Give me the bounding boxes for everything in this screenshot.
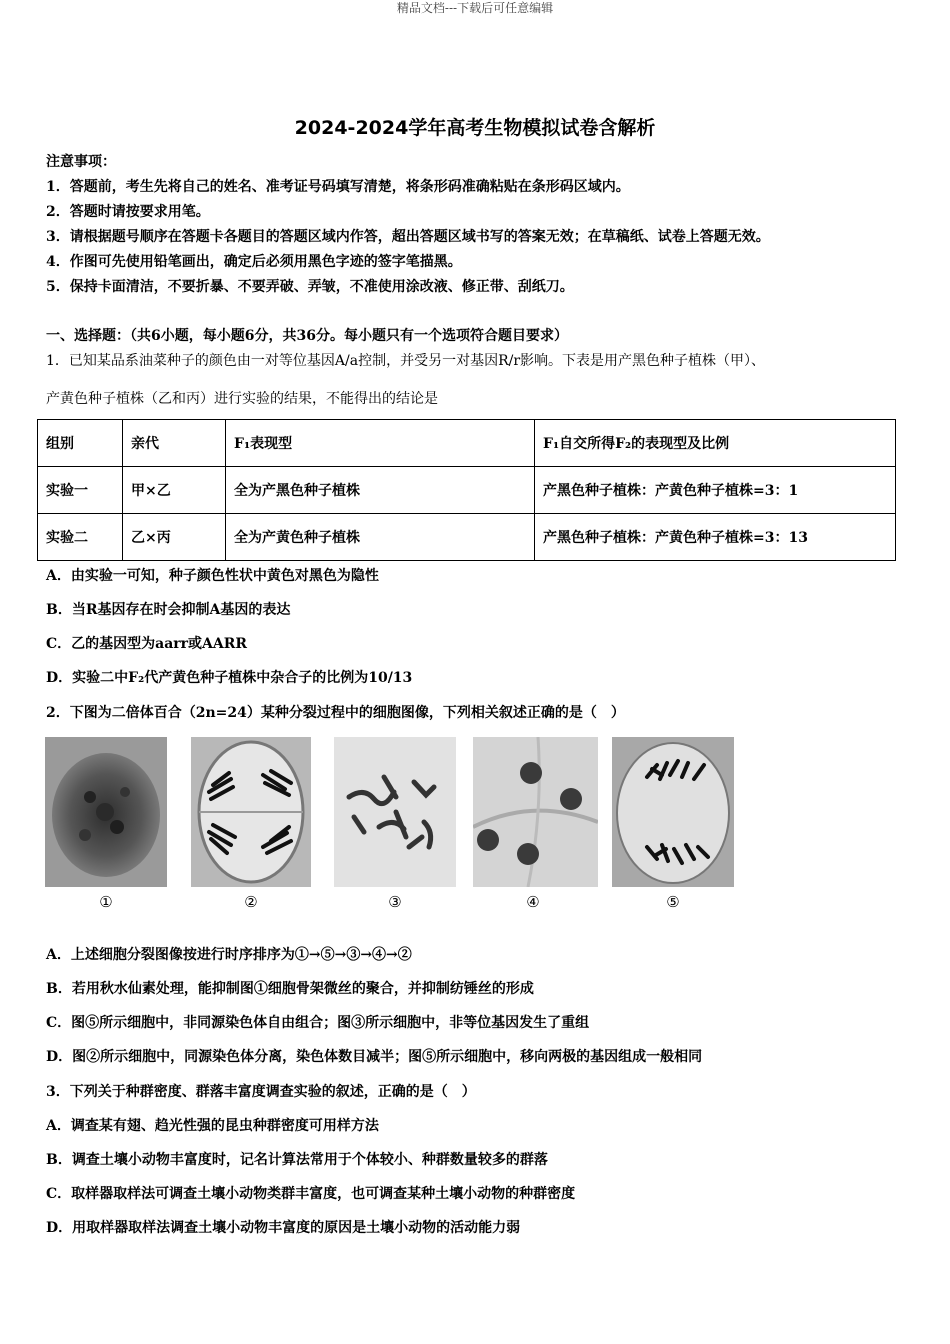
table-cell: 乙×丙 [123,514,226,561]
table-cell: 全为产黑色种子植株 [226,467,535,514]
question-3-option-a: A．调查某有翅、趋光性强的昆虫种群密度可用样方法 [46,1118,379,1134]
notice-item: 5．保持卡面清洁，不要折暴、不要弄破、弄皱，不准使用涂改液、修正带、刮纸刀。 [46,279,574,295]
question-1-option-c: C．乙的基因型为aarr或AARR [46,636,248,652]
table-row [38,514,896,561]
table-header-cell: F₁自交所得F₂的表现型及比例 [535,420,896,467]
notice-item: 4．作图可先使用铅笔画出，确定后必须用黑色字迹的签字笔描黑。 [46,254,462,270]
table-cell: 甲×乙 [123,467,226,514]
question-2-option-d: D．图②所示细胞中，同源染色体分离，染色体数目减半；图⑤所示细胞中，移向两极的基因组成一般相同 [46,1049,703,1065]
cell-image-2 [191,737,311,887]
table-cell: 产黑色种子植株：产黄色种子植株=3：13 [535,514,896,561]
question-2-option-b: B．若用秋水仙素处理，能抑制图①细胞骨架微丝的聚合，并抑制纺锤丝的形成 [46,981,534,997]
table-header-cell: 组别 [38,420,123,467]
question-1-stem-cont: 产黄色种子植株（乙和丙）进行实验的结果，不能得出的结论是 [46,391,438,407]
question-2-option-c: C．图⑤所示细胞中，非同源染色体自由组合；图③所示细胞中，非等位基因发生了重组 [46,1015,590,1031]
table-cell: 实验二 [38,514,123,561]
cell-image-5 [612,737,734,887]
table-row [38,467,896,514]
notice-item: 2．答题时请按要求用笔。 [46,204,210,220]
question-1-stem: 1．已知某品系油菜种子的颜色由一对等位基因A/a控制，并受另一对基因R/r影响。下表是用产黑色种子植株（甲）、 [46,353,766,369]
question-2-stem: 2．下图为二倍体百合（2n=24）某种分裂过程中的细胞图像，下列相关叙述正确的是（ ） [46,705,625,721]
page-title: 2024-2024学年高考生物模拟试卷含解析 [294,117,656,139]
figure-label: ① [99,893,113,911]
notice-heading: 注意事项： [46,154,116,170]
cell-image-1 [45,737,167,887]
table-header-cell: 亲代 [123,420,226,467]
table-cell: 实验一 [38,467,123,514]
figure-label: ③ [388,893,402,911]
notice-item: 3．请根据题号顺序在答题卡各题目的答题区域内作答，超出答题区域书写的答案无效；在草稿纸、试卷上答题无效。 [46,229,770,245]
question-3-option-b: B．调查土壤小动物丰富度时，记名计算法常用于个体较小、种群数量较多的群落 [46,1152,548,1168]
cell-image-3 [334,737,456,887]
table-header-cell: F₁表现型 [226,420,535,467]
cell-image-4 [473,737,598,887]
question-1-option-d: D．实验二中F₂代产黄色种子植株中杂合子的比例为10/13 [46,670,413,686]
question-1-option-b: B．当R基因存在时会抑制A基因的表达 [46,602,291,618]
question-2-option-a: A．上述细胞分裂图像按进行时序排序为①→⑤→③→④→② [46,947,412,963]
question-1-option-a: A．由实验一可知，种子颜色性状中黄色对黑色为隐性 [46,568,379,584]
cell-division-figures [0,737,950,917]
figure-label: ⑤ [666,893,680,911]
notice-item: 1．答题前，考生先将自己的姓名、准考证号码填写清楚，将条形码准确粘贴在条形码区域内。 [46,179,630,195]
question-3-option-c: C．取样器取样法可调查土壤小动物类群丰富度，也可调查某种土壤小动物的种群密度 [46,1186,576,1202]
section-heading: 一、选择题：（共6小题，每小题6分，共36分。每小题只有一个选项符合题目要求） [46,328,568,344]
experiment-table [37,419,896,561]
table-cell: 产黑色种子植株：产黄色种子植株=3：1 [535,467,896,514]
question-3-stem: 3．下列关于种群密度、群落丰富度调查实验的叙述，正确的是（ ） [46,1084,476,1100]
page-header: 精品文档---下载后可任意编辑 [396,1,554,15]
question-3-option-d: D．用取样器取样法调查土壤小动物丰富度的原因是土壤小动物的活动能力弱 [46,1220,521,1236]
figure-label: ④ [526,893,540,911]
table-cell: 全为产黄色种子植株 [226,514,535,561]
table-header-row [38,420,896,467]
figure-label: ② [244,893,258,911]
